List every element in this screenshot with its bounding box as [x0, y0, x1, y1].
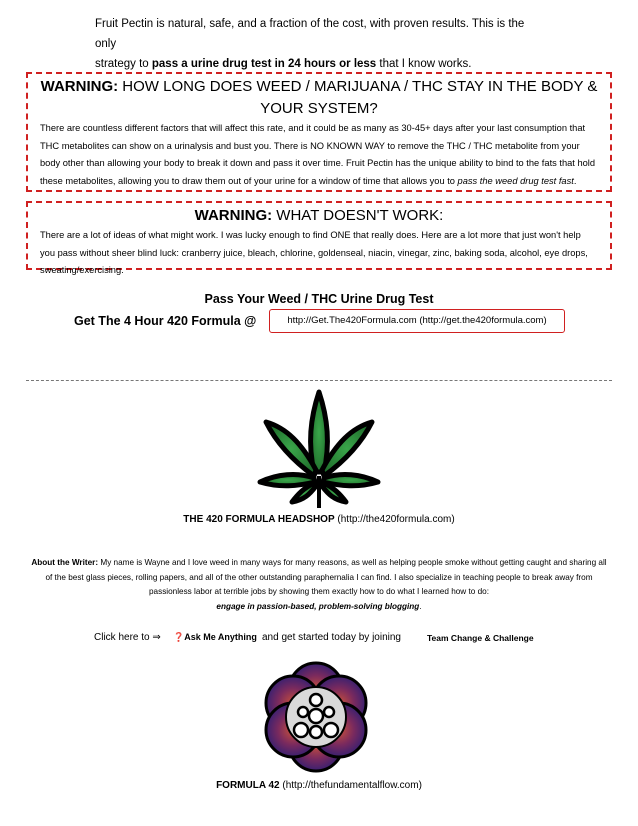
about-the-writer: [30, 556, 608, 614]
headshop-name: THE 420 FORMULA HEADSHOP: [183, 514, 335, 525]
warning-label: WARNING:: [40, 78, 119, 95]
warning-doesnt-work-heading: WHAT DOESN'T WORK:: [272, 207, 444, 224]
warning-duration-end: .: [573, 175, 577, 186]
ask-me-anything-label: Ask Me Anything: [184, 632, 257, 642]
warning-doesnt-work-body: There are a lot of ideas of what might work. I was lucky enough to find ONE that really does. Here are a lot more that just won't help you pass without sheer blind luck: cranberry juice, bleach, chlorine, goldenseal, niacin, vinegar, zinc, baking soda, alcohol, eye drops, sweating/exercising.: [40, 230, 588, 275]
team-change-link[interactable]: Team Change & Challenge: [427, 633, 534, 643]
warning-box-duration: [26, 72, 612, 192]
intro-line-2-pre: strategy to: [95, 58, 152, 70]
formula42-url: (http://thefundamentalflow.com): [279, 780, 422, 791]
formula42-name: FORMULA 42: [216, 780, 280, 791]
question-icon: ❓: [173, 632, 185, 642]
formula42-link[interactable]: [0, 780, 638, 791]
about-text: My name is Wayne and I love weed in many ways for many reasons, as well as helping people smoke without getting caught and sharing all of the best glass pieces, rolling papers, and all of the other outstanding paraphernalia I can find. I also specialize in teaching people to break away from passionless labor at terrible jobs by showing them exactly how to do what I learned how to do:: [45, 558, 607, 596]
warning-duration-title: [28, 76, 610, 120]
flower-of-life-icon: [257, 658, 375, 776]
get-formula-label: Get The 4 Hour 420 Formula @: [74, 314, 257, 328]
warning-duration-text: There are countless different factors that will affect this rate, and it could be as many as 30-45+ days after your last consumption that THC metabolites can show on a urinalysis and bust you. There is NO KNOWN WAY to remove the THC / THC metabolite from your body other than allowing your body to break it down and pass it over time. Fruit Pectin has the unique ability to bind to the fats that hold these metabolites, allowing you to draw them out of your urine for a window of time that allows you to: [40, 123, 596, 186]
cannabis-leaf-icon: [252, 384, 386, 512]
warning-label: WARNING:: [194, 207, 273, 224]
intro-line-2-bold: pass a urine drug test in 24 hours or less: [151, 58, 377, 70]
pass-test-title: Pass Your Weed / THC Urine Drug Test: [204, 292, 434, 306]
intro-line-2-post: that I know works.: [376, 58, 472, 70]
warning-duration-body: [28, 120, 610, 190]
headshop-url: (http://the420formula.com): [334, 514, 455, 525]
intro-text: [95, 14, 535, 74]
intro-line-1: Fruit Pectin is natural, safe, and a fraction of the cost, with proven results. This is the only: [95, 18, 525, 50]
warning-box-doesnt-work: [26, 201, 612, 275]
about-label: About the Writer:: [31, 558, 99, 567]
intro-line-2: [95, 54, 535, 74]
about-blogging-link[interactable]: engage in passion-based, problem-solving blogging: [216, 601, 420, 611]
warning-duration-heading: HOW LONG DOES WEED / MARIJUANA / THC STAY IN THE BODY & YOUR SYSTEM?: [118, 78, 598, 117]
headshop-link[interactable]: [0, 514, 638, 525]
about-end: .: [419, 601, 422, 611]
get-started-label: and get started today by joining: [262, 632, 401, 643]
click-here-label: Click here to ⇒: [94, 632, 161, 643]
formula-link-button[interactable]: http://Get.The420Formula.com (http://get.the420formula.com): [269, 309, 565, 333]
ask-me-anything-link[interactable]: [173, 632, 257, 643]
warning-duration-italic: pass the weed drug test fast: [457, 175, 574, 186]
section-divider: [26, 380, 612, 381]
warning-doesnt-work-title: [28, 205, 610, 227]
